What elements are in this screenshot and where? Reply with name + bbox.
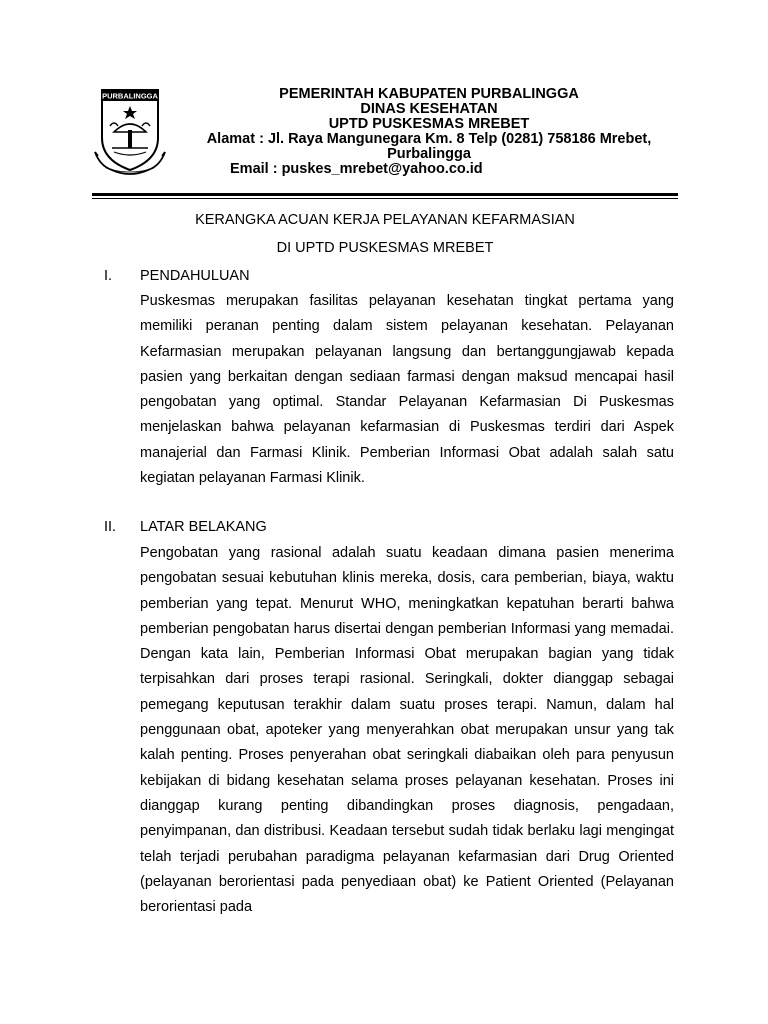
section-number: I. [104, 268, 113, 284]
section-paragraph: Pengobatan yang rasional adalah suatu keadaan dimana pasien menerima pengobatan sesuai kebutuhan klinis mereka, dosis, cara pemberian, biaya, waktu pemberian yang tepat. Menurut WHO, meningkatkan kepatuhan berarti bahwa pemberian pengobatan harus disertai dengan pemberian Informasi yang memadai. Dengan kata lain, Pemberian Informasi Obat merupakan bagian yang tidak terpisahkan dari proses terapi rasional. Seringkali, dokter dianggap sebagai pemegang keputusan terakhir dalam suatu proses terapi. Namun, dalam hal penggunaan obat, apoteker yang menyerahkan obat merupakan unsur yang tak kalah penting. Proses penyerahan obat seringkali diabaikan oleh para penyusun kebijakan di bidang kesehatan selama proses pelayanan kesehatan. Proses ini dianggap kurang penting dibandingkan proses diagnosis, pengadaan, penyimpanan, dan distribusi. Keadaan tersebut sudah tidak berlaku lagi mengingat telah terjadi perubahan paradigma pelayanan kefarmasian dari Drug Oriented (pelayanan berorientasi pada penyediaan obat) ke Patient Oriented (Pelayanan berorientasi pada [140, 545, 674, 916]
letterhead-divider-thick [92, 193, 678, 196]
letterhead-unit: UPTD PUSKESMAS MREBET [328, 116, 530, 132]
letterhead-address: Alamat : Jl. Raya Mangunegara Km. 8 Telp (0281) 758186 Mrebet, Purbalingga [206, 131, 652, 162]
section-paragraph: Puskesmas merupakan fasilitas pelayanan kesehatan tingkat pertama yang memiliki peranan penting dalam sistem pelayanan kesehatan. Pelayanan Kefarmasian merupakan pelayanan langsung dan bertanggungjawab kepada pasien yang berkaitan dengan sediaan farmasi dengan maksud mencapai hasil pengobatan yang optimal. Standar Pelayanan Kefarmasian Di Puskesmas menjelaskan bahwa pelayanan kefarmasian di Puskesmas terdiri dari Aspek manajerial dan Farmasi Klinik. Pemberian Informasi Obat adalah salah satu kegiatan pelayanan Farmasi Klinik. [140, 293, 674, 487]
section-heading: PENDAHULUAN [140, 268, 250, 284]
document-subtitle: DI UPTD PUSKESMAS MREBET [276, 240, 494, 256]
letterhead-divider-thin [92, 198, 678, 199]
letterhead-government: PEMERINTAH KABUPATEN PURBALINGGA [279, 86, 579, 102]
regency-emblem-logo [92, 86, 168, 180]
letterhead-email: Email : puskes_mrebet@yahoo.co.id [230, 161, 483, 177]
section-number: II. [104, 519, 117, 535]
document-title: KERANGKA ACUAN KERJA PELAYANAN KEFARMASIAN [195, 212, 575, 228]
section-heading: LATAR BELAKANG [140, 519, 267, 535]
letterhead [180, 87, 678, 177]
letterhead-agency: DINAS KESEHATAN [360, 101, 498, 117]
logo-text: PURBALINGGA [102, 91, 158, 101]
